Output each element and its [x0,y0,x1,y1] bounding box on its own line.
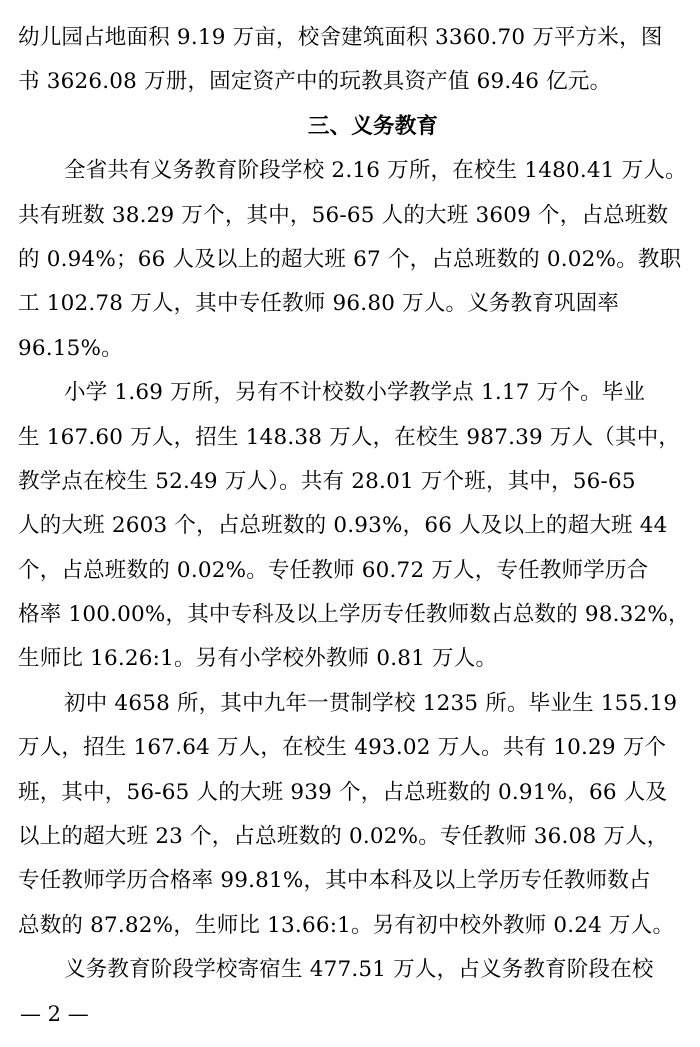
text-line: 书 3626.08 万册，固定资产中的玩教具资产值 69.46 亿元。 [18,69,612,95]
section-heading: 三、义务教育 [307,113,439,139]
text-line: 个，占总班数的 0.02%。专任教师 60.72 万人，专任教师学历合 [18,557,649,583]
text-line: 格率 100.00%，其中专科及以上学历专任教师数占总数的 98.32%， [18,602,690,628]
paragraph-start-line: 初中 4658 所，其中九年一贯制学校 1235 所。毕业生 155.19 [64,690,678,716]
document-body [18,16,690,993]
text-line: 人的大班 2603 个，占总班数的 0.93%，66 人及以上的超大班 44 [18,513,668,539]
paragraph-start-line: 义务教育阶段学校寄宿生 477.51 万人，占义务教育阶段在校 [64,957,654,983]
text-line: 万人，招生 167.64 万人，在校生 493.02 万人。共有 10.29 万个 [18,735,667,761]
text-line: 幼儿园占地面积 9.19 万亩，校舍建筑面积 3360.70 万平方米，图 [18,25,663,50]
text-line: 以上的超大班 23 个，占总班数的 0.02%。专任教师 36.08 万人， [18,824,669,850]
text-line: 教学点在校生 52.49 万人）。共有 28.01 万个班，其中，56-65 [18,468,636,494]
page-number: — 2 — [20,1002,89,1026]
text-line: 生师比 16.26:1。另有小学校外教师 0.81 万人。 [18,646,498,672]
text-line: 共有班数 38.29 万个，其中，56-65 人的大班 3609 个，占总班数 [18,202,669,228]
text-line: 专任教师学历合格率 99.81%，其中本科及以上学历专任教师数占 [18,868,651,894]
text-line: 工 102.78 万人，其中专任教师 96.80 万人。义务教育巩固率 [18,291,620,317]
text-line: 总数的 87.82%，生师比 13.66:1。另有初中校外教师 0.24 万人。 [18,912,675,938]
text-line: 的 0.94%；66 人及以上的超大班 67 个，占总班数的 0.02%。教职 [18,246,682,272]
text-line: 生 167.60 万人，招生 148.38 万人，在校生 987.39 万人（其中， [18,424,681,450]
paragraph-start-line: 全省共有义务教育阶段学校 2.16 万所，在校生 1480.41 万人。 [64,158,687,184]
text-line: 班，其中，56-65 人的大班 939 个，占总班数的 0.91%，66 人及 [18,779,668,805]
text-line: 96.15%。 [18,335,123,361]
paragraph-start-line: 小学 1.69 万所，另有不计校数小学教学点 1.17 万个。毕业 [64,380,646,406]
